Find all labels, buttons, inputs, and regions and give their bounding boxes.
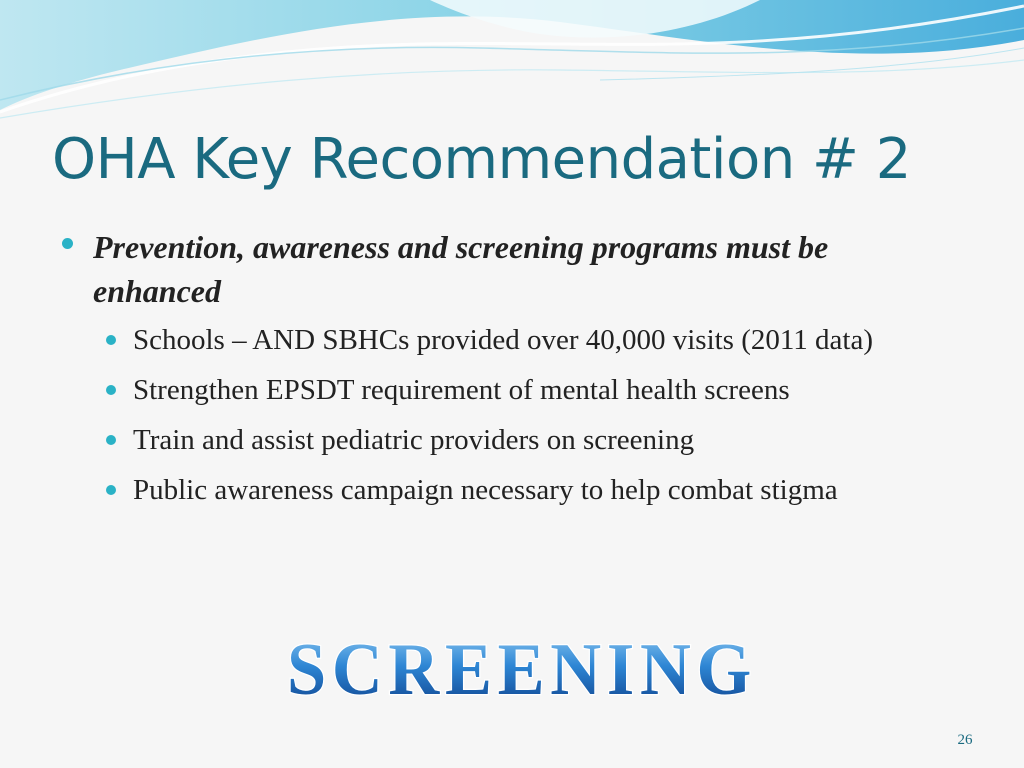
- sub-bullet-item: [106, 470, 966, 511]
- sub-bullet-text: Train and assist pediatric providers on screening: [133, 424, 695, 456]
- main-bullet: [62, 225, 962, 313]
- bullet-icon: [106, 385, 116, 395]
- sub-bullet-item: [106, 320, 966, 361]
- sub-bullet-text: Strengthen EPSDT requirement of mental health screens: [133, 374, 790, 406]
- bullet-icon: [106, 435, 116, 445]
- screening-wordart: [280, 624, 764, 706]
- bullet-icon: [106, 335, 116, 345]
- main-bullet-text: Prevention, awareness and screening programs must be enhanced: [93, 229, 829, 309]
- screening-wordart-text: SCREENING: [287, 629, 757, 706]
- sub-bullet-text: Public awareness campaign necessary to help combat stigma: [133, 474, 838, 506]
- sub-bullet-list: [106, 320, 966, 520]
- slide-title: OHA Key Recommendation # 2: [52, 127, 911, 192]
- bullet-icon: [62, 238, 73, 249]
- page-number: 26: [957, 732, 973, 748]
- sub-bullet-text: Schools – AND SBHCs provided over 40,000 visits (2011 data): [133, 324, 874, 356]
- bullet-icon: [106, 485, 116, 495]
- sub-bullet-item: [106, 370, 966, 411]
- sub-bullet-item: [106, 420, 966, 461]
- wave-header-decoration: [0, 0, 1024, 130]
